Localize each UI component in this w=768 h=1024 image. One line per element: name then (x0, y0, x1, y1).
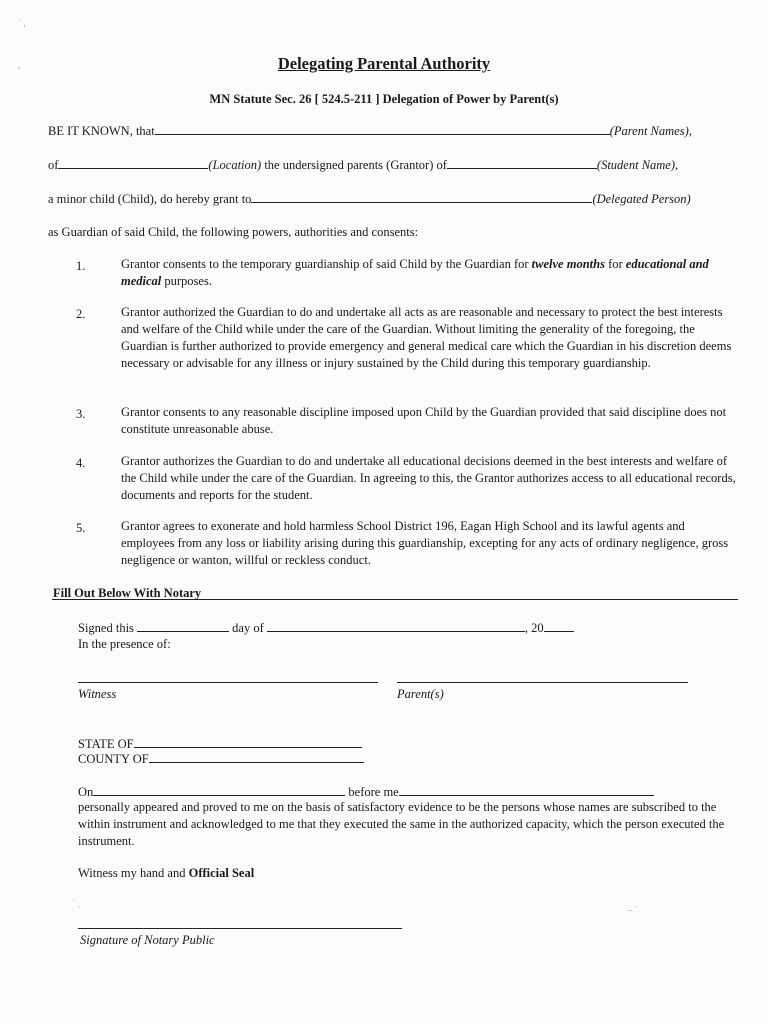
county-field[interactable] (149, 761, 364, 763)
state-of-text: STATE OF (78, 737, 134, 751)
undersigned-text: the undersigned parents (Grantor) of (264, 158, 447, 172)
item-number: 5. (76, 521, 86, 535)
parents-signature-line[interactable] (397, 682, 688, 683)
scan-speck: , (18, 60, 21, 70)
item-number: 2. (76, 307, 86, 321)
before-me-text: before me (348, 785, 399, 799)
intro-line-parents (48, 124, 692, 139)
signed-day-field[interactable] (137, 630, 229, 632)
notary-signature-line[interactable] (78, 928, 402, 929)
item-5-text: Grantor agrees to exonerate and hold harmless School District 196, Eagan High School and its lawful agents and employees from any loss or liability arising during this guardianship, excepting for any acts of ordinary negligence, gross negligence or wanton, willful or reckless conduct. (121, 519, 729, 567)
delegated-person-label: (Delegated Person) (592, 192, 691, 206)
item-1-text: Grantor consents to the temporary guardianship of said Child by the Guardian for twelve months for educational and medical purposes. (121, 257, 709, 288)
item-4-text: Grantor authorizes the Guardian to do and undertake all educational decisions deemed in the best interests and welfare of the Child while under the care of the Guardian. In agreeing to this, the Grantor authorizes access to all educational records, documents and reports for the student. (121, 454, 736, 502)
on-date-field[interactable] (93, 794, 345, 796)
scan-speck: ‒ ˙ (628, 905, 638, 915)
witness-label: Witness (78, 687, 117, 701)
student-name-label: (Student Name), (596, 158, 679, 172)
parent-names-field[interactable] (155, 133, 610, 135)
notary-signature-label: Signature of Notary Public (80, 933, 215, 947)
item-number: 1. (76, 259, 86, 273)
notary-statement: personally appeared and proved to me on the basis of satisfactory evidence to be the persons whose names are subscribed to the within instrument and acknowledged to me that they executed the same in the authorized capacity, which the person executed the instrument. (78, 800, 725, 848)
witness-hand-text: Witness my hand and (78, 866, 189, 880)
minor-child-text: a minor child (Child), do hereby grant to (48, 192, 252, 206)
state-field[interactable] (134, 746, 362, 748)
witness-hand-line (78, 866, 254, 881)
item-3-text: Grantor consents to any reasonable discipline imposed upon Child by the Guardian provided that said discipline does not constitute unreasonable abuse. (121, 405, 727, 436)
year-prefix-text: , 20 (524, 621, 544, 635)
parents-label: Parent(s) (397, 687, 444, 701)
student-name-field[interactable] (447, 167, 597, 169)
official-seal-text: Official Seal (188, 866, 255, 880)
signed-month-field[interactable] (267, 630, 525, 632)
twelve-months-emphasis: twelve months (531, 257, 605, 271)
document-title: Delegating Parental Authority (277, 54, 491, 73)
on-text: On (78, 785, 94, 799)
notary-section-heading: Fill Out Below With Notary (53, 586, 202, 600)
of-text: of (48, 158, 59, 172)
as-guardian-text: as Guardian of said Child, the following powers, authorities and consents: (48, 225, 419, 239)
witness-signature-line[interactable] (78, 682, 378, 683)
intro-line-delegate (48, 192, 691, 207)
section-divider (52, 599, 738, 600)
signed-this-text: Signed this (78, 621, 134, 635)
delegated-person-field[interactable] (251, 201, 592, 203)
signed-this-line (78, 621, 574, 636)
day-of-text: day of (232, 621, 264, 635)
on-before-me-line (78, 785, 654, 800)
be-it-known-text: BE IT KNOWN, that (48, 124, 155, 138)
document-subtitle: MN Statute Sec. 26 [ 524.5-211 ] Delegation of Power by Parent(s) (209, 92, 559, 106)
parent-names-label: (Parent Names), (609, 124, 692, 138)
scan-speck: ˙ ˏ (72, 898, 81, 908)
intro-line-location (48, 158, 678, 173)
scan-speck: ˙ , (18, 18, 26, 28)
county-of-text: COUNTY OF (78, 752, 149, 766)
location-label: (Location) (208, 158, 262, 172)
item-number: 4. (76, 456, 86, 470)
state-of-line (78, 737, 362, 752)
county-of-line (78, 752, 364, 767)
item-2-text: Grantor authorized the Guardian to do and undertake all acts as are reasonable and necessary to protect the best interests and welfare of the Child while under the care of the Guardian. Without limiting the generality of the foregoing, the Guardian is further authorized to provide emergency and general medical care which the Guardian in his discretion deems necessary or advisable for any illness or injury sustained by the Child during this temporary guardianship. (121, 305, 732, 370)
location-field[interactable] (58, 167, 208, 169)
educational-medical-emphasis: educational and medical (121, 257, 709, 288)
signed-year-field[interactable] (544, 630, 574, 632)
before-me-field[interactable] (399, 794, 654, 796)
item-number: 3. (76, 407, 86, 421)
presence-text: In the presence of: (78, 637, 171, 651)
